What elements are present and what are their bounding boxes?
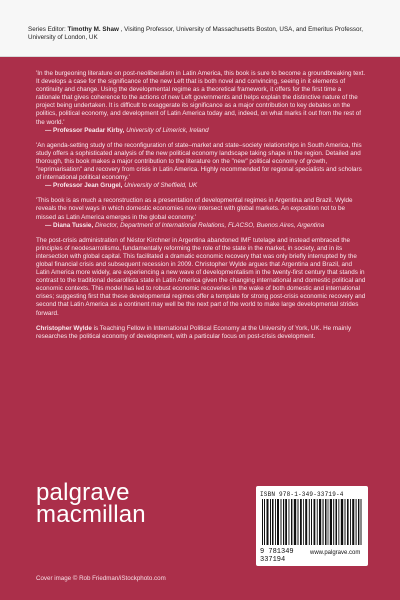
author-bio-text: is Teaching Fellow in International Political Economy at the University of York, UK. He mainly researches the political economy of development, with a particular focus on post-crisis development.: [36, 324, 352, 340]
quote-author: — Professor Jean Grugel: [45, 182, 121, 190]
quote-block-1: [36, 70, 366, 135]
isbn-text: ISBN 978-1-349-33719-4: [260, 491, 344, 498]
series-editor-label: Series Editor:: [28, 26, 66, 33]
quote-affiliation: University of Sheffield, UK: [124, 182, 198, 190]
quote-text: 'This book is as much a reconstruction as a presentation of developmental regimes in Argentina and Brazil. Wylde reveals the novel ways in which domestic economies now intersect with global markets. An exposition not to be missed as Latin America emerges in the global economy.': [36, 197, 353, 221]
publisher-name-line-1: palgrave: [36, 479, 130, 506]
quote-block-3: [36, 197, 366, 229]
cover-image-credit: Cover image © Rob Friedman/iStockphoto.com: [36, 575, 166, 582]
quote-text: 'In the burgeoning literature on post-neoliberalism in Latin America, this book is sure to become a groundbreaking text. It develops a case for the significance of the new Left that is both novel and convincing, seeing in it elements of continuity and change. Using the developmental regime as a theoretical framework, it offers for the first time a rationale that gives coherence to the actions of new Left governments and helps explain the distinctive nature of the project being undertaken. It is difficult to exaggerate its significance as a major contribution to key debates on the politics, political economy, and development of Latin America today and, indeed, on what marks it out from the rest of the world.': [36, 70, 366, 126]
series-editor-name: Timothy M. Shaw: [67, 26, 119, 33]
quote-affiliation: Director, Department of International Relations, FLACSO, Buenos Aires, Argentina: [94, 221, 325, 229]
publisher-website: www.palgrave.com: [310, 550, 361, 556]
author-name: Christopher Wylde: [36, 324, 92, 332]
publisher-name-line-2: macmillan: [36, 501, 146, 528]
quote-author: — Professor Peadar Kirby: [45, 126, 123, 134]
barcode-icon: [262, 499, 362, 545]
cover-content: [36, 70, 366, 341]
barcode-box: [256, 486, 368, 566]
series-editor-roles: , Visiting Professor, University of Massachusetts Boston, USA, and Emeritus Professor, University of London, UK: [28, 26, 364, 42]
barcode-number: 9 781349 337194: [260, 548, 294, 564]
quote-affiliation: University of Limerick, Ireland: [126, 126, 209, 134]
quote-attribution: — Professor Peadar Kirby, University of Limerick, Ireland: [45, 126, 209, 134]
author-bio: [36, 325, 366, 341]
quote-text: 'An agenda-setting study of the reconfiguration of state–market and state–society relationships in South America, this study offers a sophisticated analysis of the new political economy landscape taking shape in the region. Detailed and thorough, this book makes a major contribution to the literature on the "new" political economy of growth, "reprimarisation" and recovery from crisis in Latin America. Highly recommended for regional specialists and scholars of international political economy.': [36, 141, 362, 182]
quote-attribution: — Professor Jean Grugel, University of Sheffield, UK: [45, 182, 198, 190]
quote-block-2: [36, 142, 366, 191]
quote-author: — Diana Tussie: [45, 221, 92, 229]
publisher-logo: [36, 479, 146, 528]
series-editor-text: [28, 26, 374, 42]
book-description: The post-crisis administration of Néstor Kirchner in Argentina abandoned IMF tutelage and instead embraced the principles of neodesarrollismo, fundamentally reforming the role of the state in the market, in society, and in its intersection with global capital. This facilitated a dramatic economic recovery that was only briefly interrupted by the global financial crisis and subsequent recession in 2009. Christopher Wylde argues that Argentina and Brazil, and Latin America more widely, are experiencing a new wave of developmentalism in the twenty-first century that stands in contrast to the traditional desarollista state in Latin America given the changing international and domestic political and economic contexts. This model has led to robust economic recoveries in the wake of both domestic and international crises; suggesting first that these developmental regimes offer a template for strong post-crisis economic recovery and second that Latin America as a continent may well be the next part of the world to make large developmental strides forward.: [36, 236, 366, 317]
quote-attribution: — Diana Tussie, Director, Department of International Relations, FLACSO, Buenos Aires, Argentina: [45, 221, 325, 229]
